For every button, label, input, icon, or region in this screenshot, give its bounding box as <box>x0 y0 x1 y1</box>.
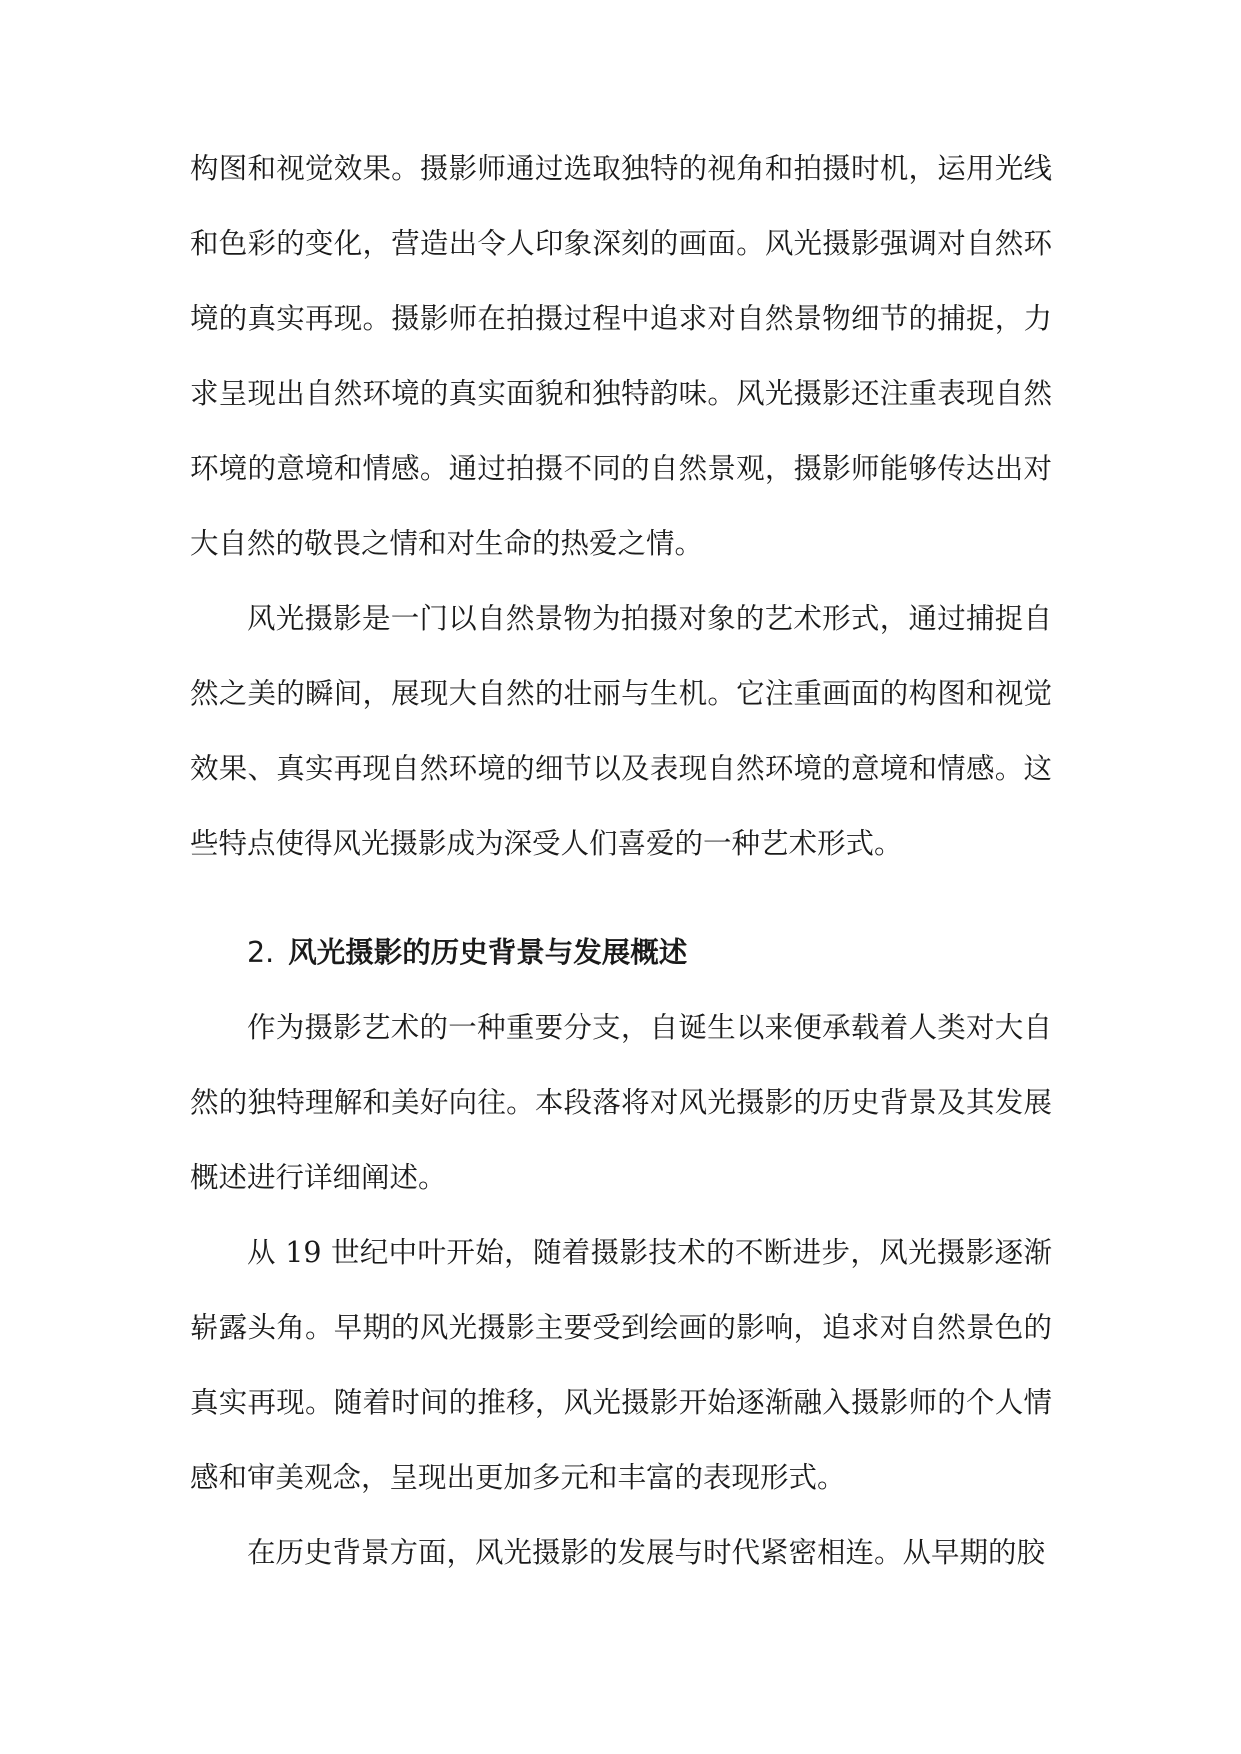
section-heading <box>190 915 1052 990</box>
document-body <box>190 131 1052 1590</box>
body-paragraph-history: 从 19 世纪中叶开始，随着摄影技术的不断进步，风光摄影逐渐崭露头角。早期的风光摄影主要受到绘画的影响，追求对自然景色的真实再现。随着时间的推移，风光摄影开始逐渐融入摄影师的个人情感和审美观念，呈现出更加多元和丰富的表现形式。 <box>190 1236 1052 1494</box>
body-paragraph-summary: 风光摄影是一门以自然景物为拍摄对象的艺术形式，通过捕捉自然之美的瞬间，展现大自然的壮丽与生机。它注重画面的构图和视觉效果、真实再现自然环境的细节以及表现自然环境的意境和情感。这些特点使得风光摄影成为深受人们喜爱的一种艺术形式。 <box>190 602 1052 860</box>
body-paragraph-intro: 作为摄影艺术的一种重要分支，自诞生以来便承载着人类对大自然的独特理解和美好向往。本段落将对风光摄影的历史背景及其发展概述进行详细阐述。 <box>190 1011 1052 1194</box>
section-title: 风光摄影的历史背景与发展概述 <box>288 936 688 969</box>
body-paragraph-background: 在历史背景方面，风光摄影的发展与时代紧密相连。从早期的胶 <box>247 1536 1046 1569</box>
section-number: 2. <box>247 936 275 969</box>
body-paragraph-continuation: 构图和视觉效果。摄影师通过选取独特的视角和拍摄时机，运用光线和色彩的变化，营造出令人印象深刻的画面。风光摄影强调对自然环境的真实再现。摄影师在拍摄过程中追求对自然景物细节的捕捉，力求呈现出自然环境的真实面貌和独特韵味。风光摄影还注重表现自然环境的意境和情感。通过拍摄不同的自然景观，摄影师能够传达出对大自然的敬畏之情和对生命的热爱之情。 <box>190 152 1052 560</box>
